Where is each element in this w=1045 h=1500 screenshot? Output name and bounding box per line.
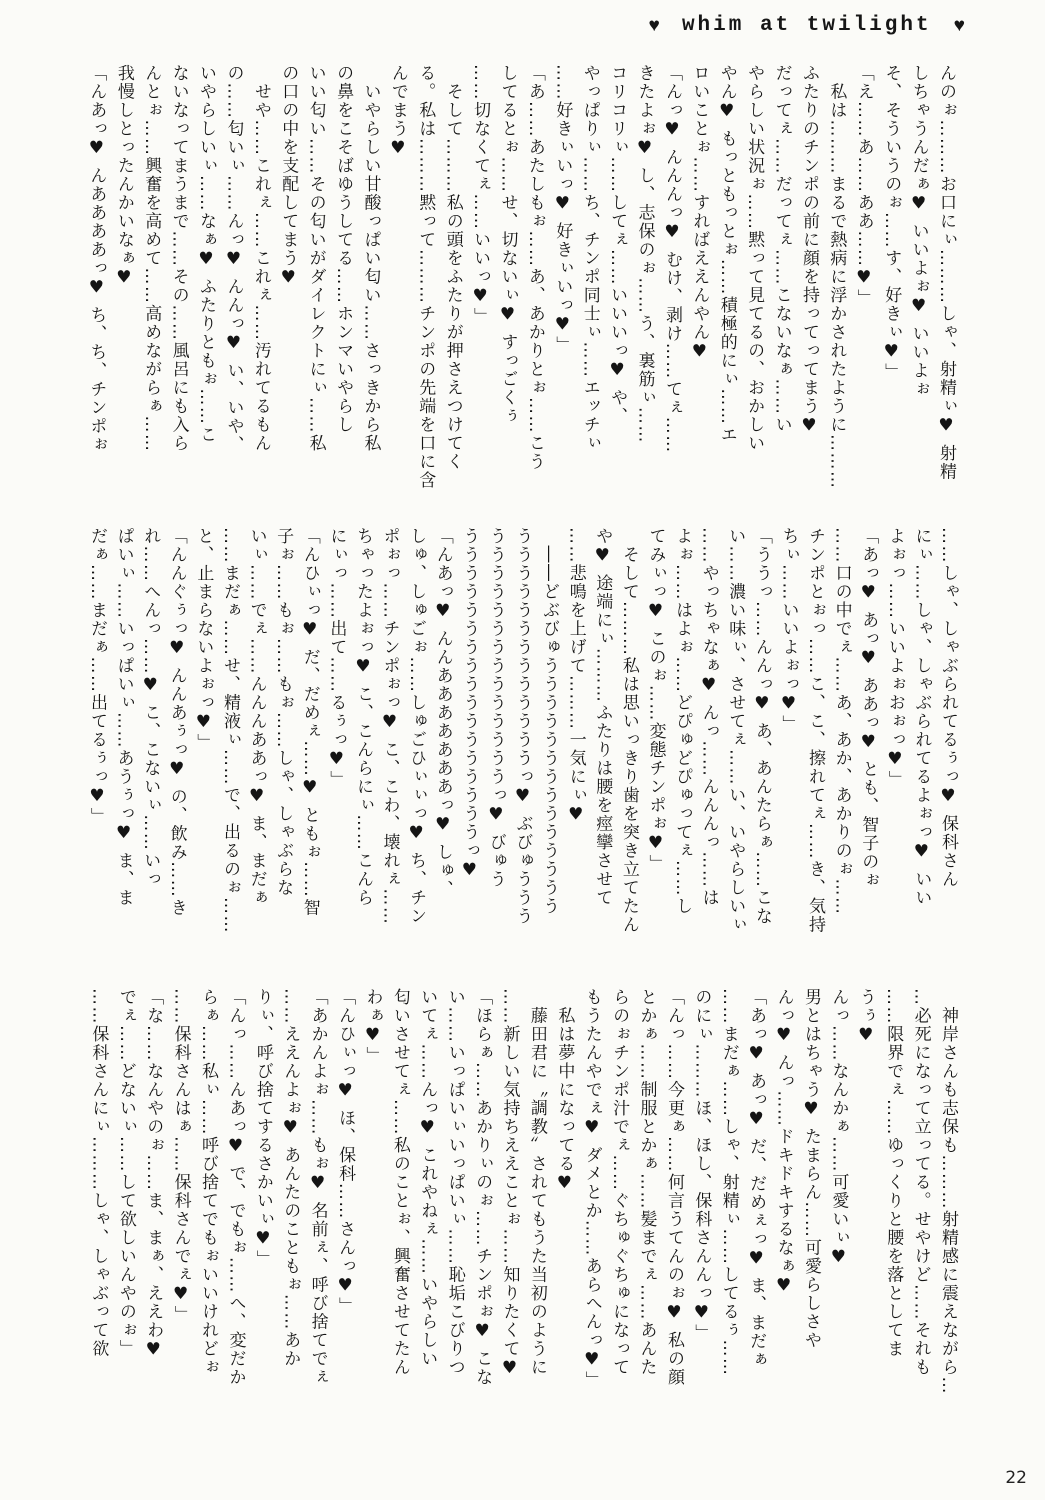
text-column: とかぁ……制服とかぁ……髪までぇ……あんた: [636, 988, 657, 1377]
text-column: 「んっ……今更ぁ……何言うてんのぉ♥ 私の顔: [663, 988, 684, 1387]
text-column: 私は夢中になってる♥: [554, 988, 575, 1195]
text-column: ……新しい気持ちええことぉ……知りたくて♥: [499, 988, 520, 1380]
text-column: わぁ♥」: [362, 988, 383, 1065]
text-column: ……まだぁ……しゃ、射精ぃ……してるぅ……: [718, 988, 739, 1377]
text-column: ……悲鳴を上げて………一気にぃ♥: [565, 527, 586, 826]
text-column: んっ♥ んっ……ドキドキするなぁ♥: [773, 988, 794, 1297]
text-column: 「あ……あたしもぉ……あ、あかりとぉ……こう: [524, 64, 545, 471]
text-column: うぅ♥: [855, 988, 876, 1047]
text-column: と、止まらないよぉっ♥」: [193, 527, 214, 752]
text-column: ううううううううううううううっ♥ びゅう: [485, 527, 506, 889]
text-column: れ……へんっ……♥ こ、こないぃ……いっ: [140, 527, 161, 889]
text-column: しゅ、しゅごぉ……しゅごひぃぃっ♥ ち、チン: [406, 527, 427, 926]
text-column: てみぃっ♥ このぉ……変態チンポぉ♥」: [645, 527, 666, 873]
text-column: でぇ……どないぃ……して欲しいんやのぉ」: [115, 988, 136, 1358]
text-column: いぃ……でぇ……んんんああっ♥ ま、まだぁ: [246, 527, 267, 907]
text-column: いてぇ……んっ♥ これやねぇ……いやらしい: [417, 988, 438, 1368]
text-column: 我慢しとったんかいなぁ♥: [113, 64, 134, 289]
text-column: 「ほらぁ……あかりぃのぉ……チンポぉ♥ こな: [472, 988, 493, 1387]
text-column: そ、そういうのぉ……す、好きぃ♥」: [881, 64, 902, 382]
text-column: 「あかんよぉ……もぉ♥ 名前ぇ、呼び捨てでぇ: [307, 988, 328, 1387]
text-column: にぃっ……出て……るぅっ♥」: [326, 527, 347, 789]
text-column: うううううううううううううううううっ♥: [459, 527, 480, 882]
text-column: だぁ……まだぁ……出てるぅっ♥」: [87, 527, 107, 826]
text-column: 「んっ……んあっ♥ で、でもぉ……へ、変だか: [225, 988, 246, 1387]
text-column: よぉ……はよぉ……どぴゅどぴゅってぇ……し: [672, 527, 693, 916]
heart-icon: ♥: [648, 14, 660, 37]
text-column: 「んひぃっ♥ ほ、保科……さんっ♥」: [335, 988, 356, 1316]
text-column: ……保科さんにぃ………しゃ、しゃぶって欲: [88, 988, 109, 1358]
text-column: よぉっ……いいよぉおぉっ♥」: [884, 527, 905, 789]
text-column: ぱいぃ……いっぱいぃ……あうぅっ♥ ま、ま: [113, 527, 134, 907]
text-column: 「な……なんやのぉ……ま、まぁ、ええわ♥: [143, 988, 164, 1361]
text-column: ……やっちゃなぁ♥ んっ……んんんっ……は: [698, 527, 719, 907]
text-column: ちゃったよぉっ♥ こ、こんらにぃ……こんら: [352, 527, 373, 907]
text-column: 「え……あ……ああ……♥」: [853, 64, 874, 308]
text-column: …必死になって立ってる。せやけど……それも: [910, 988, 931, 1377]
heart-icon: ♥: [953, 14, 965, 37]
text-column: りぃ、呼び捨てするさかいぃ♥」: [252, 988, 273, 1269]
text-column: ――どぶびゅうううううううううううううう: [539, 527, 560, 916]
text-column: だってぇ……だってぇ……こないなぁ……い: [771, 64, 792, 434]
text-column: やらしい状況ぉ……黙って見てるの、おかしい: [744, 64, 765, 453]
text-column: 「あっ♥ あっ♥ ああっ♥ とも、智子のぉ: [858, 527, 879, 890]
text-column: んでまう♥: [387, 64, 408, 160]
text-column: ……保科さんはぁ……保科さんでぇ♥」: [170, 988, 191, 1324]
text-column: のにぃ………ほ、ほし、保科さんんっ♥」: [691, 988, 712, 1343]
text-column: る。私は………黙って………チンポの先端を口に含: [415, 64, 436, 490]
text-column: の……匂いぃ……んっ♥ んんっ♥ い、いや、: [223, 64, 244, 454]
text-column: んっ……なんかぁ……可愛いぃ♥: [828, 988, 849, 1269]
text-column: ……しゃ、しゃぶられてるぅっ♥ 保科さん: [938, 527, 958, 889]
page-header: [627, 14, 987, 37]
text-column: ないなってまうまで……その……風呂にも入ら: [168, 64, 189, 453]
text-column: ……ええんよぉ♥ あんたのこともぉ……あか: [280, 988, 301, 1368]
text-column: いい匂い……その匂いがダイレクトにぃ……私: [305, 64, 326, 453]
text-column: んとぉ……興奮を高めて……高めながらぁ……: [141, 64, 162, 453]
text-column: ……まだぁ……せ、精液ぃ……で、出るのぉ……: [219, 527, 240, 934]
page-title: whim at twilight: [681, 14, 932, 37]
text-column: せや……これぇ……これぇ……汚れてるもん: [250, 64, 271, 453]
text-column: 「あっ♥ あっ♥ だ、だめぇっ♥ ま、まだぁ: [746, 988, 767, 1370]
text-column: そして………私は思いっきり歯を突き立てたん: [618, 527, 639, 934]
text-column: 私は………まるで熱病に浮かされたように………: [826, 64, 847, 490]
text-column: チンポとぉっ……こ、こ、擦れてぇ……き、気持: [805, 527, 826, 934]
text-column: の口の中を支配してまう♥: [278, 64, 299, 289]
text-column: らぁ……私ぃ……呼び捨てでもぉいいけれどぉ: [198, 988, 219, 1377]
text-column: うううううううううううううっ♥ ぶびゅううう: [512, 527, 533, 926]
text-column: の鼻をこそばゆうしてる……ホンマいやらし: [333, 64, 354, 434]
text-column: ……口の中でぇ……あ、あか、あかりのぉ……: [831, 527, 852, 916]
text-column: いやらしい甘酸っぱい匂い……さっきから私: [360, 64, 381, 453]
text-column: ……限界でぇ……ゆっくりと腰を落としてま: [883, 988, 904, 1358]
text-column: いやらしいぃ……なぁ♥ ふたりともぉ……こ: [196, 64, 217, 444]
text-column: や♥ 途端にぃ………ふたりは腰を痙攣させて: [592, 527, 613, 907]
text-column: 子ぉ……もぉ……もぉ……しゃ、しゃぶらな: [273, 527, 294, 897]
text-column: い……濃い味ぃ、させてぇ……い、いやらしいぃ: [725, 527, 746, 934]
text-column: い……いっぱいぃいっぱいぃ……恥垢こびりつ: [444, 988, 465, 1377]
text-column: コリコリぃ……してぇ……いいいっ♥ や、: [607, 64, 628, 426]
text-column: もうたんやでぇ♥ ダメとか……あらへんっ♥」: [581, 988, 602, 1390]
text-column: んのぉ………お口にぃ………しゃ、射精ぃ♥ 射精: [936, 64, 956, 481]
text-block-top: [82, 64, 959, 526]
text-column: そして………私の頭をふたりが押さえつけてく: [442, 64, 463, 471]
text-column: ちぃ……いいよぉっ♥」: [778, 527, 799, 734]
text-column: ポぉっ……チンポぉっ♥ こ、こわ、壊れぇ……: [379, 527, 400, 926]
text-column: 男とはちゃう♥ たまらん……可愛らしさや: [800, 988, 821, 1350]
text-column: 「んんぐぅっ♥ んんあぅっ♥ の、飲み……き: [166, 527, 187, 917]
text-column: にぃ……しゃ、しゃぶられてるよぉっ♥ いい: [911, 527, 932, 907]
text-column: 神岸さんも志保も………射精感に震えながら…: [938, 988, 958, 1395]
text-column: 「んひぃっ♥ だ、だめぇ……♥ ともぉ……智: [299, 527, 320, 917]
text-column: 「ううっ……んんっ♥ あ、あんたらぁ……こな: [751, 527, 772, 926]
text-column: きたよぉ♥ し、志保のぉ……う、裏筋ぃ……: [634, 64, 655, 444]
text-column: 匂いさせてぇ……私のことぉ、興奮させてたん: [389, 988, 410, 1377]
text-column: 「んあっ♥ んんあああああああっ♥ しゅ、: [432, 527, 453, 899]
text-block-bottom: [84, 988, 961, 1484]
text-column: 「んあっ♥ んああああっ♥ ち、ち、チンポぉ: [86, 64, 107, 454]
text-column: しちゃうんだぁ♥ いいよぉ♥ いいよぉ: [908, 64, 929, 399]
text-column: やん♥ もっともっとぉ……積極的にぃ……エ: [716, 64, 737, 444]
text-block-middle: [83, 527, 961, 1001]
text-column: 「んっ♥ んんんっ♥ むけ、剥け……てぇ……: [661, 64, 682, 454]
text-column: ……切なくてぇ……いいっ♥」: [470, 64, 491, 326]
text-column: ふたりのチンポの前に顔を持ってってまう♥: [798, 64, 819, 437]
text-column: ロいことぉ……すればええんやん♥: [689, 64, 710, 363]
text-column: ……好きぃいっ♥ 好きぃいっ♥」: [552, 64, 573, 355]
text-column: してるとぉ……せ、切ないぃ♥ すっごくぅ: [497, 64, 518, 426]
text-column: 藤田君に〝調教〟されてもうた当初のように: [526, 988, 547, 1377]
page-number: 22: [1005, 1468, 1027, 1488]
text-column: やっぱりぃ……ち、チンポ同士ぃ……エッチぃ: [579, 64, 600, 453]
text-column: らのぉチンポ汁でぇ……ぐちゅぐちゅになって: [609, 988, 630, 1377]
